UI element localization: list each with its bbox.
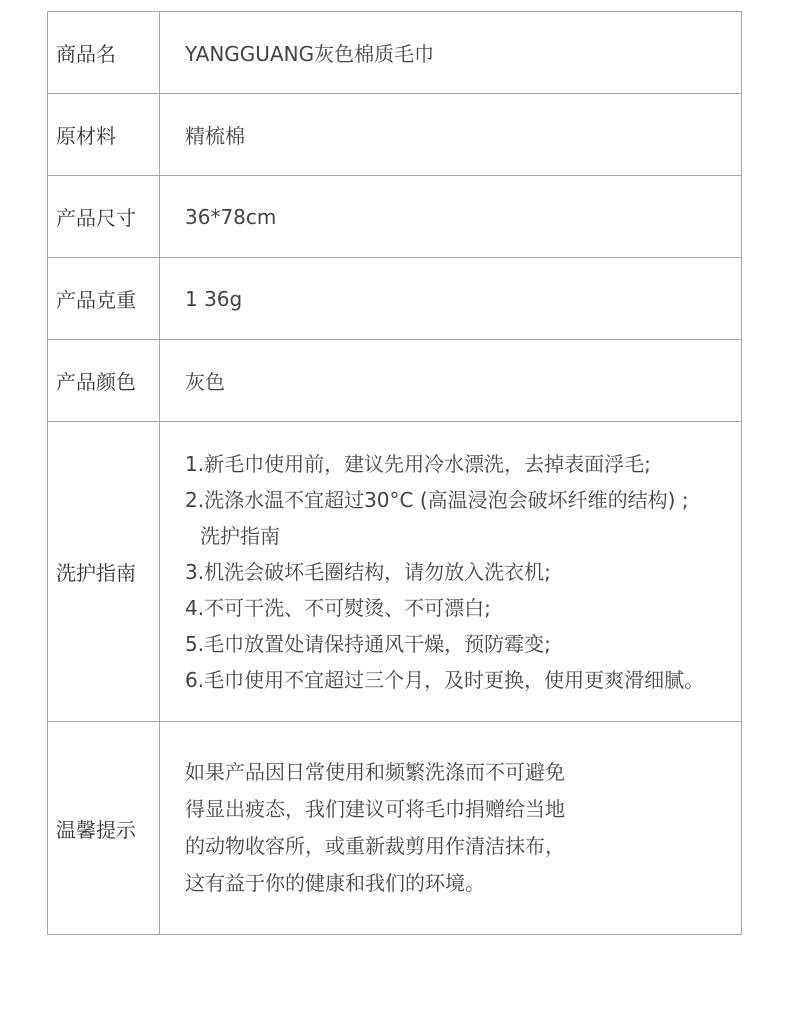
- care-line: 4.不可干洗、不可熨烫、不可漂白;: [185, 595, 491, 620]
- care-line: 5.毛巾放置处请保持通风干燥，预防霉变;: [185, 631, 551, 656]
- tips-line: 得显出疲态，我们建议可将毛巾捐赠给当地: [185, 797, 565, 821]
- spec-row-material: [48, 94, 741, 176]
- care-guide-content: [160, 422, 741, 721]
- row-label: 产品尺寸: [48, 176, 160, 257]
- tips-line: 的动物收容所，或重新裁剪用作清洁抹布，: [185, 834, 565, 858]
- row-label: 原材料: [48, 94, 160, 175]
- row-value: 36*78cm: [185, 204, 277, 229]
- care-line: 1.新毛巾使用前，建议先用冷水漂洗，去掉表面浮毛;: [185, 451, 651, 476]
- row-label: 产品克重: [48, 258, 160, 339]
- row-label: 温馨提示: [48, 722, 160, 934]
- spec-row-size: [48, 176, 741, 258]
- tips-line: 这有益于你的健康和我们的环境。: [185, 871, 485, 895]
- spec-row-weight: [48, 258, 741, 340]
- product-spec-table: [47, 11, 742, 935]
- row-label: 洗护指南: [48, 422, 160, 721]
- spec-row-care-guide: [48, 422, 741, 722]
- spec-row-tips: [48, 722, 741, 934]
- row-value: 1 36g: [185, 286, 243, 311]
- care-line: 6.毛巾使用不宜超过三个月，及时更换，使用更爽滑细腻。: [185, 667, 705, 692]
- row-value: 灰色: [185, 370, 225, 394]
- tips-line: 如果产品因日常使用和频繁洗涤而不可避免: [185, 760, 565, 784]
- care-line: 3.机洗会破坏毛圈结构，请勿放入洗衣机;: [185, 559, 551, 584]
- spec-row-color: [48, 340, 741, 422]
- spec-row-product-name: [48, 12, 741, 94]
- row-value: YANGGUANG灰色棉质毛巾: [185, 42, 435, 66]
- row-value: 精梳棉: [185, 124, 245, 148]
- care-line: 洗护指南: [200, 523, 280, 548]
- tips-content: [160, 722, 741, 934]
- care-line: 2.洗涤水温不宜超过30°C (高温浸泡会破坏纤维的结构) ;: [185, 487, 689, 512]
- row-label: 商品名: [48, 12, 160, 93]
- row-label: 产品颜色: [48, 340, 160, 421]
